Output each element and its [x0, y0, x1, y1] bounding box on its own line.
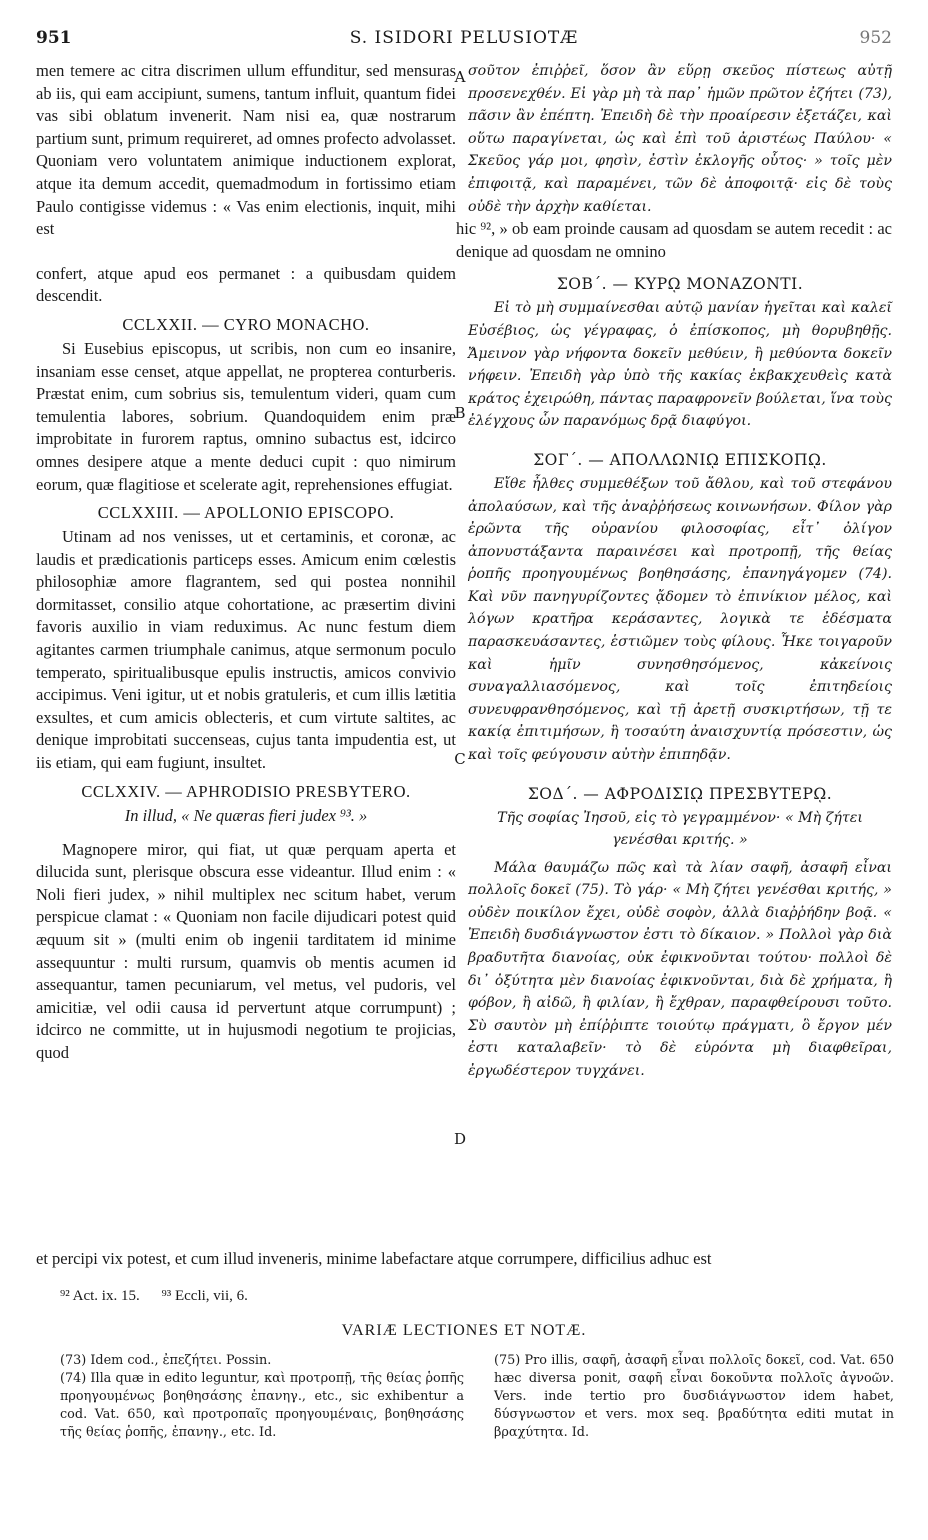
latin-column: [36, 60, 456, 1065]
letter-272-text: Si Eusebius episcopus, ut scribis, non cum eo insanire, insaniam esse censet, atque appellat, ne propterea conturberis. Præstat enim, cum sobrius sis, temulentum videri, quam cum temulentia labores, sobrium. Quandoquidem enim præ improbitate in furorem raptus, omnino subactus est, idcirco omnes desipere atque a mente deduci cupit : quo nimirum eorum, quæ flagitiose et scelerate agit, reprehensiones effugiat.: [36, 338, 456, 494]
letter-274-greek-text: Μάλα θαυμάζω πῶς καὶ τὰ λίαν σαφῆ, ἀσαφῆ εἶναι πολλοῖς δοκεῖ (75). Τὸ γάρ· « Μὴ ζήτει γενέσθαι κριτής, » οὐδὲν ποικίλον ἔχει, οὐδὲ σοφὸν, ἀλλὰ διαῤῥήδην βοᾷ. « Ἐπειδὴ δυσδιάγνωστον ἐστι τὸ δίκαιον. » Πολλοὶ γὰρ διὰ βραδυτῆτα διανοίας, οὐκ ἐφικνοῦνται τούτου· πολλοὶ δὲ δι᾽ ὀξύτητα μὲν διανοίας ἐφικνοῦνται, διὰ δὲ χρήματα, ἢ φόβον, ἢ αἰδῶ, ἢ φιλίαν, ἢ ἔχθραν, παραφθείρουσι τοῦτο. Σὺ σαυτὸν μὴ ἐπίῤῥιπτε τοιούτῳ πράγματι, ὃ ἔργον μέν ἐστι καταλαβεῖν· τὸ δὲ εὑρόντα μὴ διαφθεῖραι, ἐργωδέστερον τυγχάνει.: [468, 859, 892, 1079]
footnote: ⁹² Act. ix. 15.: [60, 1288, 140, 1304]
letter-274-text: Magnopere miror, qui fiat, ut quæ perquam aperta et dilucida sunt, plerisque obscura esse videantur. Illud enim : « Noli fieri judex, » nihil multiplex nec scitum habet, verum perspicue clamat : « Quoniam non facile dijudicari potest quid æquum sit » (multi enim ob ingenii tarditatem id minime assequuntur : multi rursum, quamvis ob mentis acumen id assequantur, tamen pecuniarum, vel metus, vel pudoris, vel amicitiæ, vel odii causa id pervertunt atque corrumpunt) ; idcirco ne committe, ut in hujusmodi negotium te projicias, quod: [36, 839, 456, 1062]
letter-274-greek-subheading: Τῆς σοφίας Ἰησοῦ, εἰς τὸ γεγραμμένον· « Μὴ ζήτει γενέσθαι κριτής. »: [497, 809, 863, 848]
letter-273-heading: CCLXXIII. — APOLLONIO EPISCOPO.: [97, 503, 395, 523]
letter-274-subheading: In illud, « Ne quæras fieri judex ⁹³. »: [124, 805, 368, 825]
notes-title: VARIÆ LECTIONES ET NOTÆ.: [341, 1322, 587, 1339]
notes-right-column: [494, 1352, 894, 1442]
letter-273-text: Utinam ad nos venisses, ut et certaminis, et coronæ, ac laudis et prædicationis particeps esses. Amicum enim cœlestis philosophiæ amore flagrantem, sed qui postea nonnihil dormitasset, consilio atque cohortatione, ac præsertim divini favoris auxilio in viam reduximus. Ac nunc festum diem agitantes carmen triumphale canimus, atque sermonum poculo temperato, spiritualibusque epulis instructis, amicos convivio accipimus. Veni igitur, ut et nobis gratuleris, et cum illis lætitia exsultes, et cum amicis oblecteris, et cum virtute saltites, ac denique improbitati succenseas, cujus tanta impudentia est, ut iis etiam, qui eam fugiunt, insultet.: [36, 527, 456, 773]
running-header: [36, 28, 892, 58]
page-number-right: 952: [859, 28, 892, 48]
marker-d: D: [453, 1130, 467, 1148]
notes-left-column: [60, 1352, 464, 1442]
note-74: (74) Illa quæ in edito leguntur, καὶ προτροπῇ, τῆς θείας ῥοπῆς προηγουμένως βοηθησάσης ἐπανηγ., etc., sic exhibentur a cod. Vat. 650, καὶ προτροπαῖς προηγουμέναις, βοηθησάσης τῆς θείας ῥοπῆς, ἐπανηγ., etc. Id.: [60, 1371, 464, 1440]
latin-opening: men temere ac citra discrimen ullum effunditur, sed mensuras ab iis, qui eam accipiunt, sumens, tantum influit, quantum fidei vas sibi oblatum invenerit. Nam nisi ea, quæ nostrarum partium sunt, primum requireret, ad omnes profecto advolasset. Quoniam vero voluntatem animique inductionem explorat, atque ita demum accedit, quemadmodum in fortissimo etiam Paulo contigisse videmus : « Vas enim electionis, inquit, mihi est: [36, 61, 456, 239]
note-73: (73) Idem cod., ἐπεζήτει. Possin.: [60, 1353, 272, 1368]
letter-274-heading: CCLXXIV. — APHRODISIO PRESBYTERO.: [81, 781, 411, 801]
letter-272-heading: CCLXXII. — CYRO MONACHO.: [122, 314, 370, 334]
letter-273-greek-heading: ΣΟΓ΄. — ΑΠΟΛΛΩΝΙῼ ΕΠΙΣΚΟΠῼ.: [533, 450, 827, 469]
marker-b: B: [454, 404, 466, 422]
letter-272-greek-text: Εἰ τὸ μὴ συμμαίνεσθαι αὐτῷ μανίαν ἡγεῖται καὶ καλεῖ Εὐσέβιος, ὡς γέγραφας, ὁ ἐπίσκοπος, μὴ θορυβηθῇς. Ἄμεινον γὰρ νήφοντα δοκεῖν μεθύειν, ἢ μεθύοντα δοκεῖν νήφειν. Ἐπειδὴ γὰρ ὑπὸ τῆς κακίας ἐκβακχευθεὶς κατὰ κράτος ἐχειρώθη, πάντας παραφρονεῖν βούλεται, ἵνα τοὺς ἐλέγχους ὧν παρανόμως δρᾷ διαφύγοι.: [468, 300, 892, 430]
letter-274-greek-heading: ΣΟΔ΄. — ΑΦΡΟΔΙΣΙῼ ΠΡΕΣΒΥΤΕΡῼ.: [527, 784, 833, 803]
letter-272-greek-heading: ΣΟΒ΄. — ΚΥΡῼ ΜΟΝΑΖΟΝΤΙ.: [556, 275, 804, 294]
bridge-line: hic ⁹², » ob eam proinde causam ad quosdam se autem recedit : ac denique ad quosdam ne omnino: [456, 219, 892, 261]
note-75: (75) Pro illis, σαφῆ, ἀσαφῆ εἶναι πολλοῖς δοκεῖ, cod. Vat. 650 hæc diversa ponit, σαφῆ εἶναι δοκοῦντα πολλοῖς ἀγνοῶν. Vers. inde tertio pro δυσδιάγνωστον idem habet, δύσγνωστον et vers. mox seq. βραδύτητα editi mutat in βραχύτητα. Id.: [494, 1353, 894, 1440]
greek-opening: σοῦτον ἐπιῤῥεῖ, ὅσον ἂν εὕρῃ σκεῦος πίστεως αὐτῇ προσενεχθέν. Εἰ γὰρ μὴ τὰ παρ᾽ ἡμῶν πρῶτον ἐζήτει (73), πᾶσιν ἂν ἐπέπτη. Ἐπειδὴ δὲ τὴν προαίρεσιν ἐξετάζει, καὶ οὕτω παραγίνεται, ὡς καὶ ἐπὶ τοῦ ἀριστέως Παύλου· « Σκεῦος γάρ μοι, φησὶν, ἐστὶν ἐκλογῆς οὗτος· » τοῖς μὲν ἐπιφοιτᾷ, καὶ παραμένει, τῶν δὲ ἀποφοιτᾷ· εἰς δὲ τοὺς οὐδὲ τὴν ἀρχὴν καθίεται.: [468, 63, 892, 215]
running-title: S. ISIDORI PELUSIOTÆ: [349, 28, 579, 48]
marker-c: C: [454, 750, 466, 768]
latin-opening-tail: confert, atque apud eos permanet : a quibusdam quidem descendit.: [36, 263, 456, 306]
full-width-line: et percipi vix potest, et cum illud inveneris, minime labefactare atque corrumpere, difficilius adhuc est: [36, 1249, 712, 1268]
greek-column: [456, 60, 892, 1083]
footnote: ⁹³ Eccli, vii, 6.: [161, 1288, 248, 1304]
marker-a: A: [454, 68, 466, 86]
footnotes: [60, 1288, 266, 1305]
letter-273-greek-text: Εἴθε ἦλθες συμμεθέξων τοῦ ἄθλου, καὶ τοῦ στεφάνου ἀπολαύσων, καὶ τῆς ἀναῤῥήσεως κοινωνήσων. Φίλον γὰρ ἐρῶντα τῆς οὐρανίου φιλοσοφίας, εἶτ᾽ ὀλίγον ἀπονυστάξαντα παραινέσει καὶ προτροπῇ, τῆς θείας ῥοπῆς προηγουμένως βοηθησάσης, ἐπανηγάγομεν (74). Καὶ νῦν πανηγυρίζοντες ᾄδομεν τὸ ἐπινίκιον μέλος, καὶ λόγων κρατῆρα κεράσαντες, λογικὰ τε ἐδέσματα παρασκευάσαντες, ἑστιῶμεν τοὺς φίλους. Ἧκε τοιγαροῦν καὶ ἡμῖν συνησθησόμενος, κἀκείνοις συναγαλλιασόμενος, καὶ τοῖς ἐπιτηδείοις συνευφρανθησόμενος, καὶ τῇ ἀρετῇ συσκιρτήσων, τῇ τε κακίᾳ ἐπιτιμήσων, ἣ τοσαύτη ἀναισχυντίᾳ πρόσεστιν, ὡς καὶ τοῖς φεύγουσιν αὐτὴν ἐπιπηδᾷν.: [468, 475, 892, 764]
page-number-left: 951: [36, 28, 72, 48]
